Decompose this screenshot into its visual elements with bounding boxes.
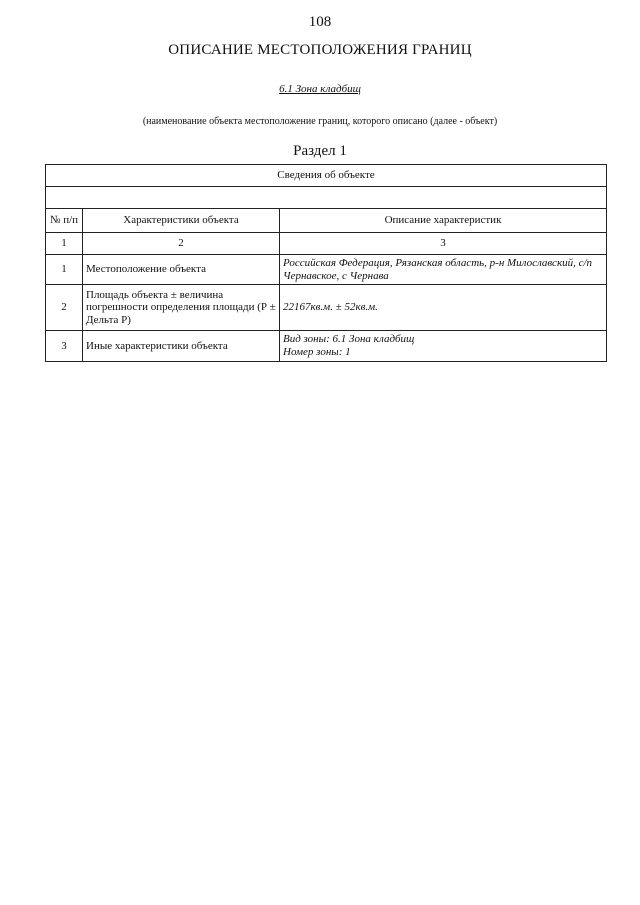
- row-description: Российская Федерация, Рязанская область, р-н Милославский, с/п Чернавское, с Чернава: [280, 255, 607, 285]
- table-spacer-cell: [46, 187, 607, 209]
- row-characteristic: Местоположение объекта: [83, 255, 280, 285]
- row-number: 3: [46, 331, 83, 361]
- table-header-row: [46, 209, 607, 233]
- numbering-1: 1: [46, 233, 83, 255]
- row-characteristic: Площадь объекта ± величина погрешности определения площади (Р ± Дельта Р): [83, 285, 280, 331]
- numbering-2: 2: [83, 233, 280, 255]
- table-row: [46, 285, 607, 331]
- header-number: № п/п: [46, 209, 83, 233]
- row-description: [280, 331, 607, 361]
- table-row: [46, 331, 607, 361]
- row-number: 2: [46, 285, 83, 331]
- section-title: Раздел 1: [293, 143, 347, 159]
- row-description-line: Вид зоны: 6.1 Зона кладбищ: [283, 333, 415, 346]
- table-numbering-row: [46, 233, 607, 255]
- object-name-caption: (наименование объекта местоположение границ, которого описано (далее - объект): [142, 116, 498, 127]
- numbering-3: 3: [280, 233, 607, 255]
- header-characteristic: Характеристики объекта: [83, 209, 280, 233]
- header-description: Описание характеристик: [280, 209, 607, 233]
- object-name-text: 6.1 Зона кладбищ: [279, 83, 361, 95]
- table-row: [46, 255, 607, 285]
- table-spacer-row: [46, 187, 607, 209]
- object-info-table: [45, 164, 607, 362]
- row-characteristic: Иные характеристики объекта: [83, 331, 280, 361]
- row-number: 1: [46, 255, 83, 285]
- document-title: ОПИСАНИЕ МЕСТОПОЛОЖЕНИЯ ГРАНИЦ: [168, 42, 472, 58]
- row-description: 22167кв.м. ± 52кв.м.: [280, 285, 607, 331]
- table-caption-row: [46, 165, 607, 187]
- page-number: 108: [308, 14, 332, 30]
- row-description-line: Номер зоны: 1: [283, 345, 351, 358]
- table-caption: Сведения об объекте: [46, 165, 607, 187]
- object-name: [0, 83, 640, 95]
